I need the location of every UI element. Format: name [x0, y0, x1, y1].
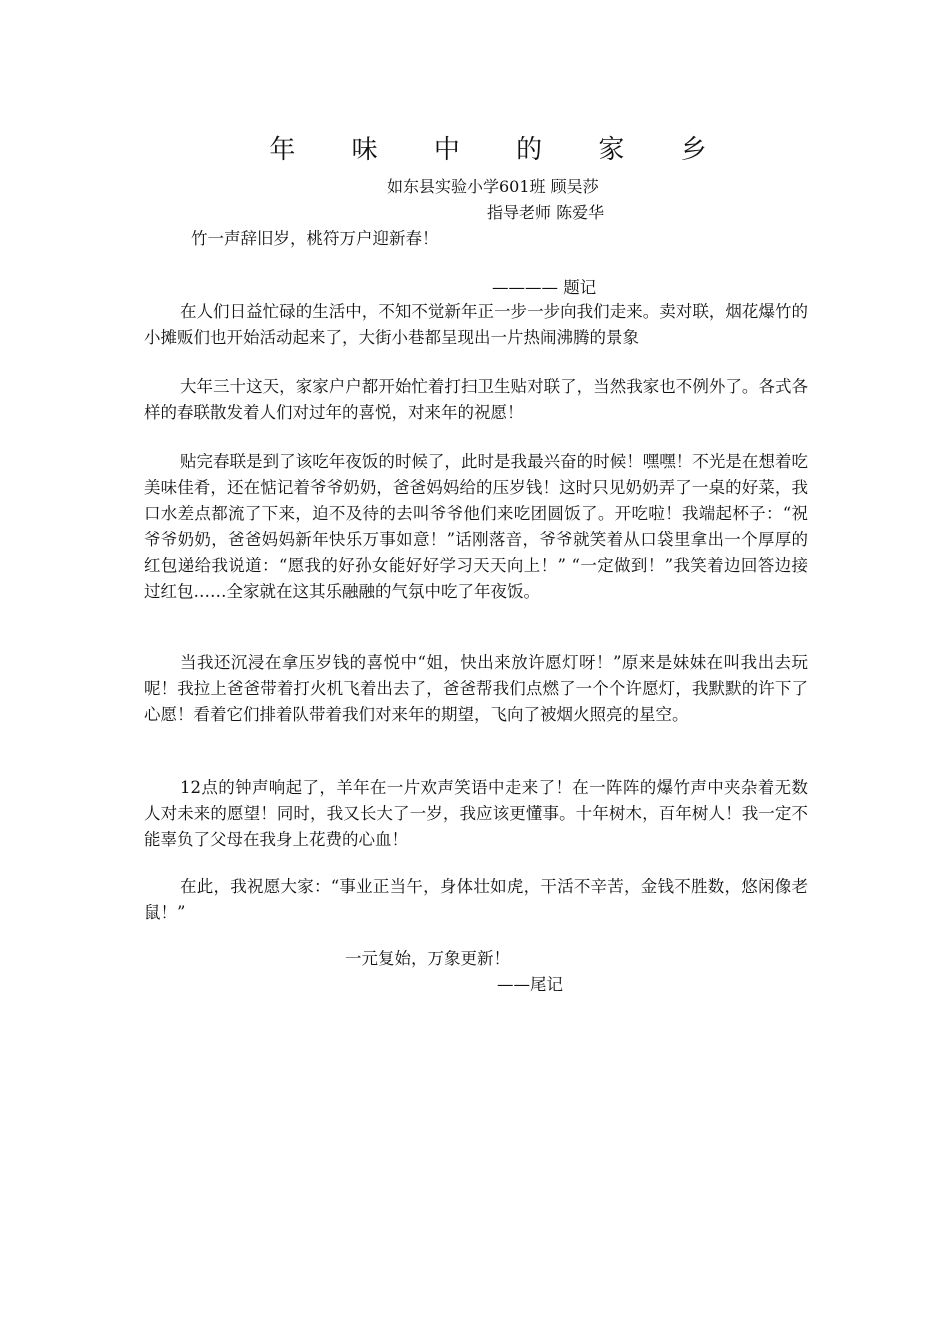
paragraph-6: 在此，我祝愿大家：“事业正当午，身体壮如虎，干活不辛苦，金钱不胜数，悠闲像老鼠！” — [144, 877, 808, 922]
essay-title: 年 味 中 的 家 乡 — [269, 135, 731, 165]
teacher-line: 指导老师 陈爱华 — [487, 203, 605, 222]
epigraph: 竹一声辞旧岁，桃符万户迎新春！ — [191, 229, 439, 248]
paragraph-1: 在人们日益忙碌的生活中，不知不觉新年正一步一步向我们走来。卖对联，烟花爆竹的小摊贩们也开始活动起来了，大街小巷都呈现出一片热闹沸腾的景象 — [144, 302, 808, 347]
closing-line: 一元复始，万象更新！ — [345, 949, 510, 968]
paragraph-5: 12点的钟声响起了，羊年在一片欢声笑语中走来了！在一阵阵的爆竹声中夹杂着无数人对未来的愿望！同时，我又长大了一岁，我应该更懂事。十年树木，百年树人！我一定不能辜负了父母在我身上花费的心血！ — [144, 778, 808, 849]
author-line: 如东县实验小学601班 顾吴莎 — [387, 177, 599, 196]
paragraph-4: 当我还沉浸在拿压岁钱的喜悦中“姐，快出来放许愿灯呀！”原来是妹妹在叫我出去玩呢！我拉上爸爸带着打火机飞着出去了，爸爸帮我们点燃了一个个许愿灯，我默默的许下了心愿！看着它们排着队带着我们对来年的期望，飞向了被烟火照亮的星空。 — [144, 653, 808, 724]
closing-attribution: ——尾记 — [497, 975, 563, 994]
epigraph-attribution: ———— 题记 — [492, 278, 597, 297]
paragraph-2: 大年三十这天，家家户户都开始忙着打扫卫生贴对联了，当然我家也不例外了。各式各样的春联散发着人们对过年的喜悦，对来年的祝愿！ — [144, 377, 808, 422]
paragraph-3: 贴完春联是到了该吃年夜饭的时候了，此时是我最兴奋的时候！嘿嘿！不光是在想着吃美味佳肴，还在惦记着爷爷奶奶，爸爸妈妈给的压岁钱！这时只见奶奶弄了一桌的好菜，我口水差点都流了下来，迫不及待的去叫爷爷他们来吃团圆饭了。开吃啦！我端起杯子：“祝爷爷奶奶，爸爸妈妈新年快乐万事如意！”话刚落音，爷爷就笑着从口袋里拿出一个厚厚的红包递给我说道：“愿我的好孙女能好好学习天天向上！” “一定做到！”我笑着边回答边接过红包……全家就在这其乐融融的气氛中吃了年夜饭。 — [144, 452, 808, 601]
